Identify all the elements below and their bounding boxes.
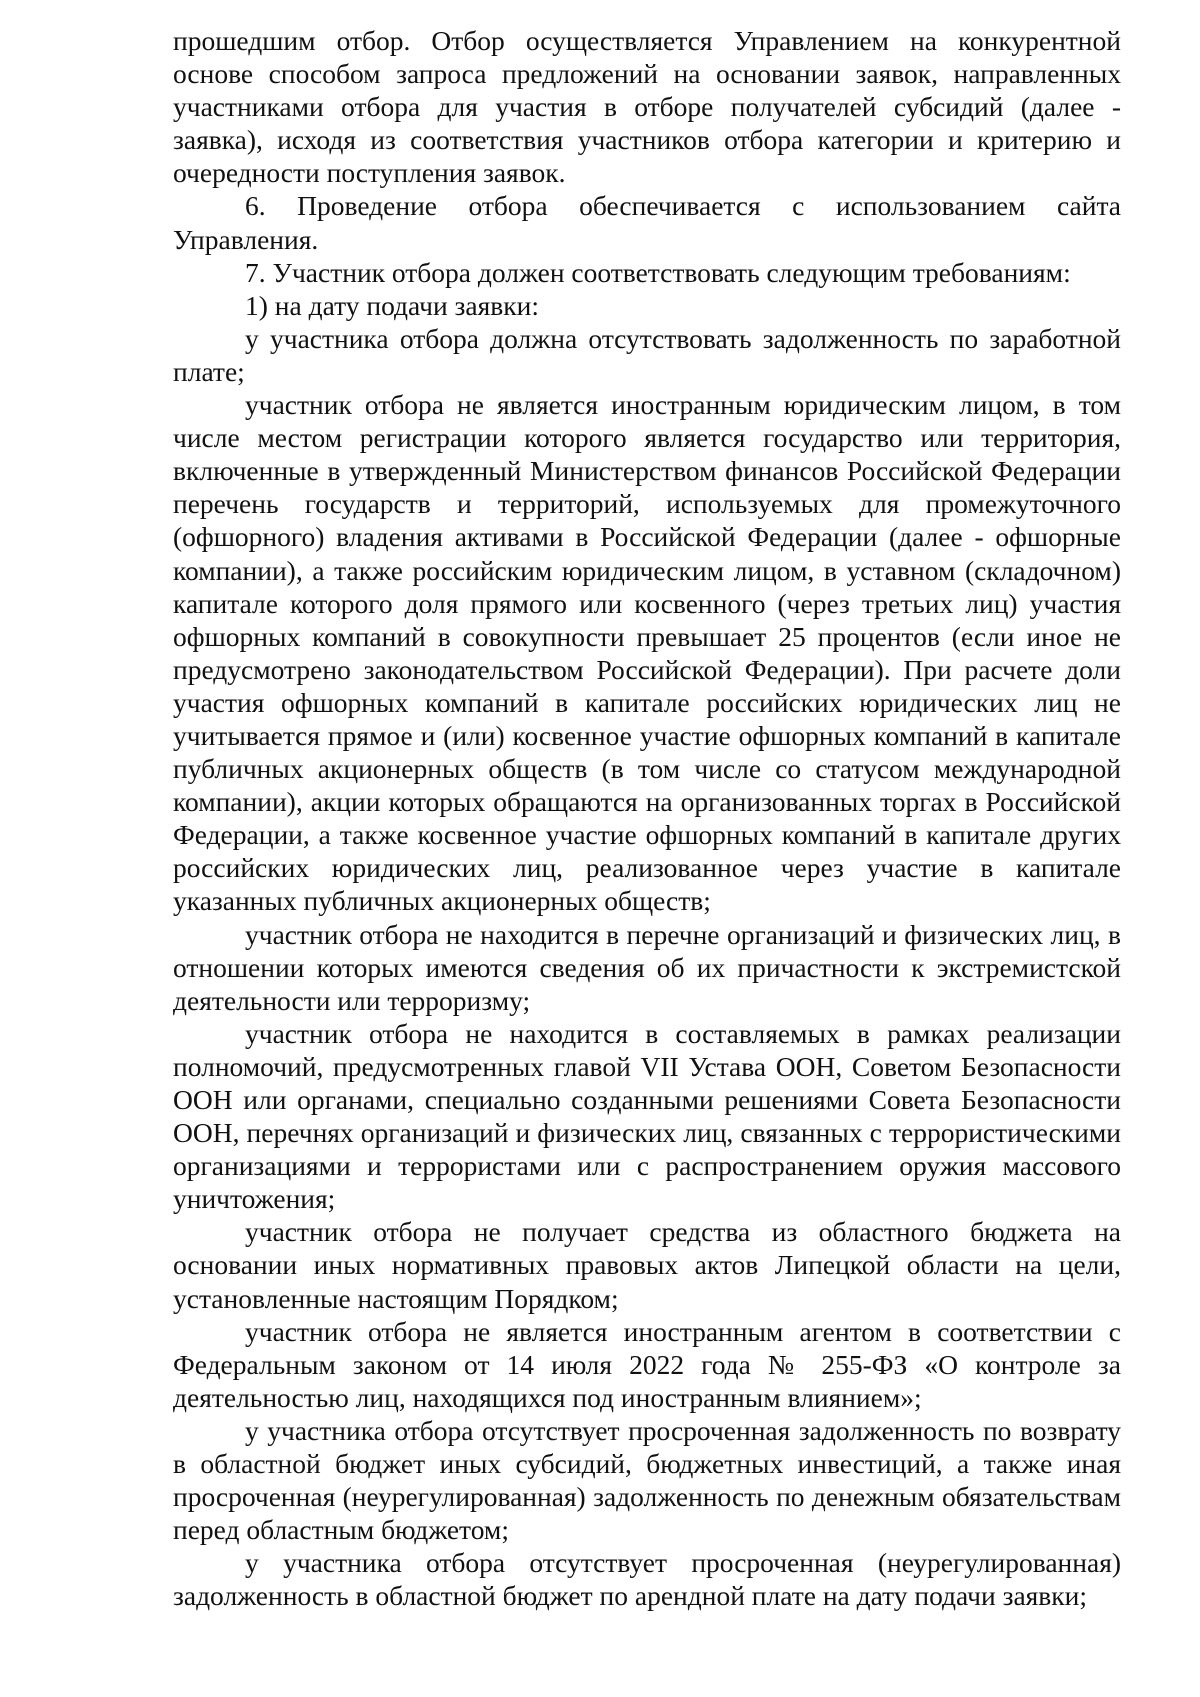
document-page: [173, 24, 1121, 1613]
paragraph-extremism-list: участник отбора не находится в перечне организаций и физических лиц, в отношении которых имеются сведения об их причастности к экстремистской деятельности или терроризму;: [173, 918, 1121, 1016]
paragraph-subitem-1: 1) на дату подачи заявки:: [245, 289, 539, 321]
paragraph-budget-funds: участник отбора не получает средства из областного бюджета на основании иных нормативных правовых актов Липецкой области на цели, установленные настоящим Порядком;: [173, 1216, 1121, 1314]
paragraph-overdue-debt: у участника отбора отсутствует просроченная задолженность по возврату в областной бюджет иных субсидий, бюджетных инвестиций, а также иная просроченная (неурегулированная) задолженность по денежным обязательствам перед областным бюджетом;: [173, 1414, 1121, 1546]
paragraph-foreign-agent: участник отбора не является иностранным агентом в соответствии с Федеральным законом от 14 июля 2022 года № 255-ФЗ «О контроле за деятельностью лиц, находящихся под иностранным влиянием»;: [173, 1315, 1121, 1413]
paragraph-un-sanctions: участник отбора не находится в составляемых в рамках реализации полномочий, предусмотренных главой VII Устава ООН, Советом Безопасности ООН или органами, специально созданными решениями Совета Безопасности ООН, перечнях организаций и физических лиц, связанных с террористическими организациями и террористами или с распространением оружия массового уничтожения;: [173, 1017, 1121, 1215]
paragraph-item-6: 6. Проведение отбора обеспечивается с использованием сайта Управления.: [173, 190, 1121, 255]
paragraph-intro-continuation: прошедшим отбор. Отбор осуществляется Управлением на конкурентной основе способом запроса предложений на основании заявок, направленных участниками отбора для участия в отборе получателей субсидий (далее - заявка), исходя из соответствия участников отбора категории и критерию и очередности поступления заявок.: [173, 25, 1121, 189]
paragraph-salary-debt: у участника отбора должна отсутствовать задолженность по заработной плате;: [173, 322, 1121, 387]
paragraph-item-7: 7. Участник отбора должен соответствовать следующим требованиям:: [245, 256, 1071, 288]
paragraph-offshore: участник отбора не является иностранным юридическим лицом, в том числе местом регистрации которого является государство или территория, включенные в утвержденный Министерством финансов Российской Федерации перечень государств и территорий, используемых для промежуточного (офшорного) владения активами в Российской Федерации (далее - офшорные компании), а также российским юридическим лицом, в уставном (складочном) капитале которого доля прямого или косвенного (через третьих лиц) участия офшорных компаний в совокупности превышает 25 процентов (если иное не предусмотрено законодательством Российской Федерации). При расчете доли участия офшорных компаний в капитале российских юридических лиц не учитывается прямое и (или) косвенное участие офшорных компаний в капитале публичных акционерных обществ (в том числе со статусом международной компании), акции которых обращаются на организованных торгах в Российской Федерации, а также косвенное участие офшорных компаний в капитале других российских юридических лиц, реализованное через участие в капитале указанных публичных акционерных обществ;: [173, 389, 1121, 917]
paragraph-rent-debt: у участника отбора отсутствует просроченная (неурегулированная) задолженность в областной бюджет по арендной плате на дату подачи заявки;: [173, 1547, 1121, 1612]
